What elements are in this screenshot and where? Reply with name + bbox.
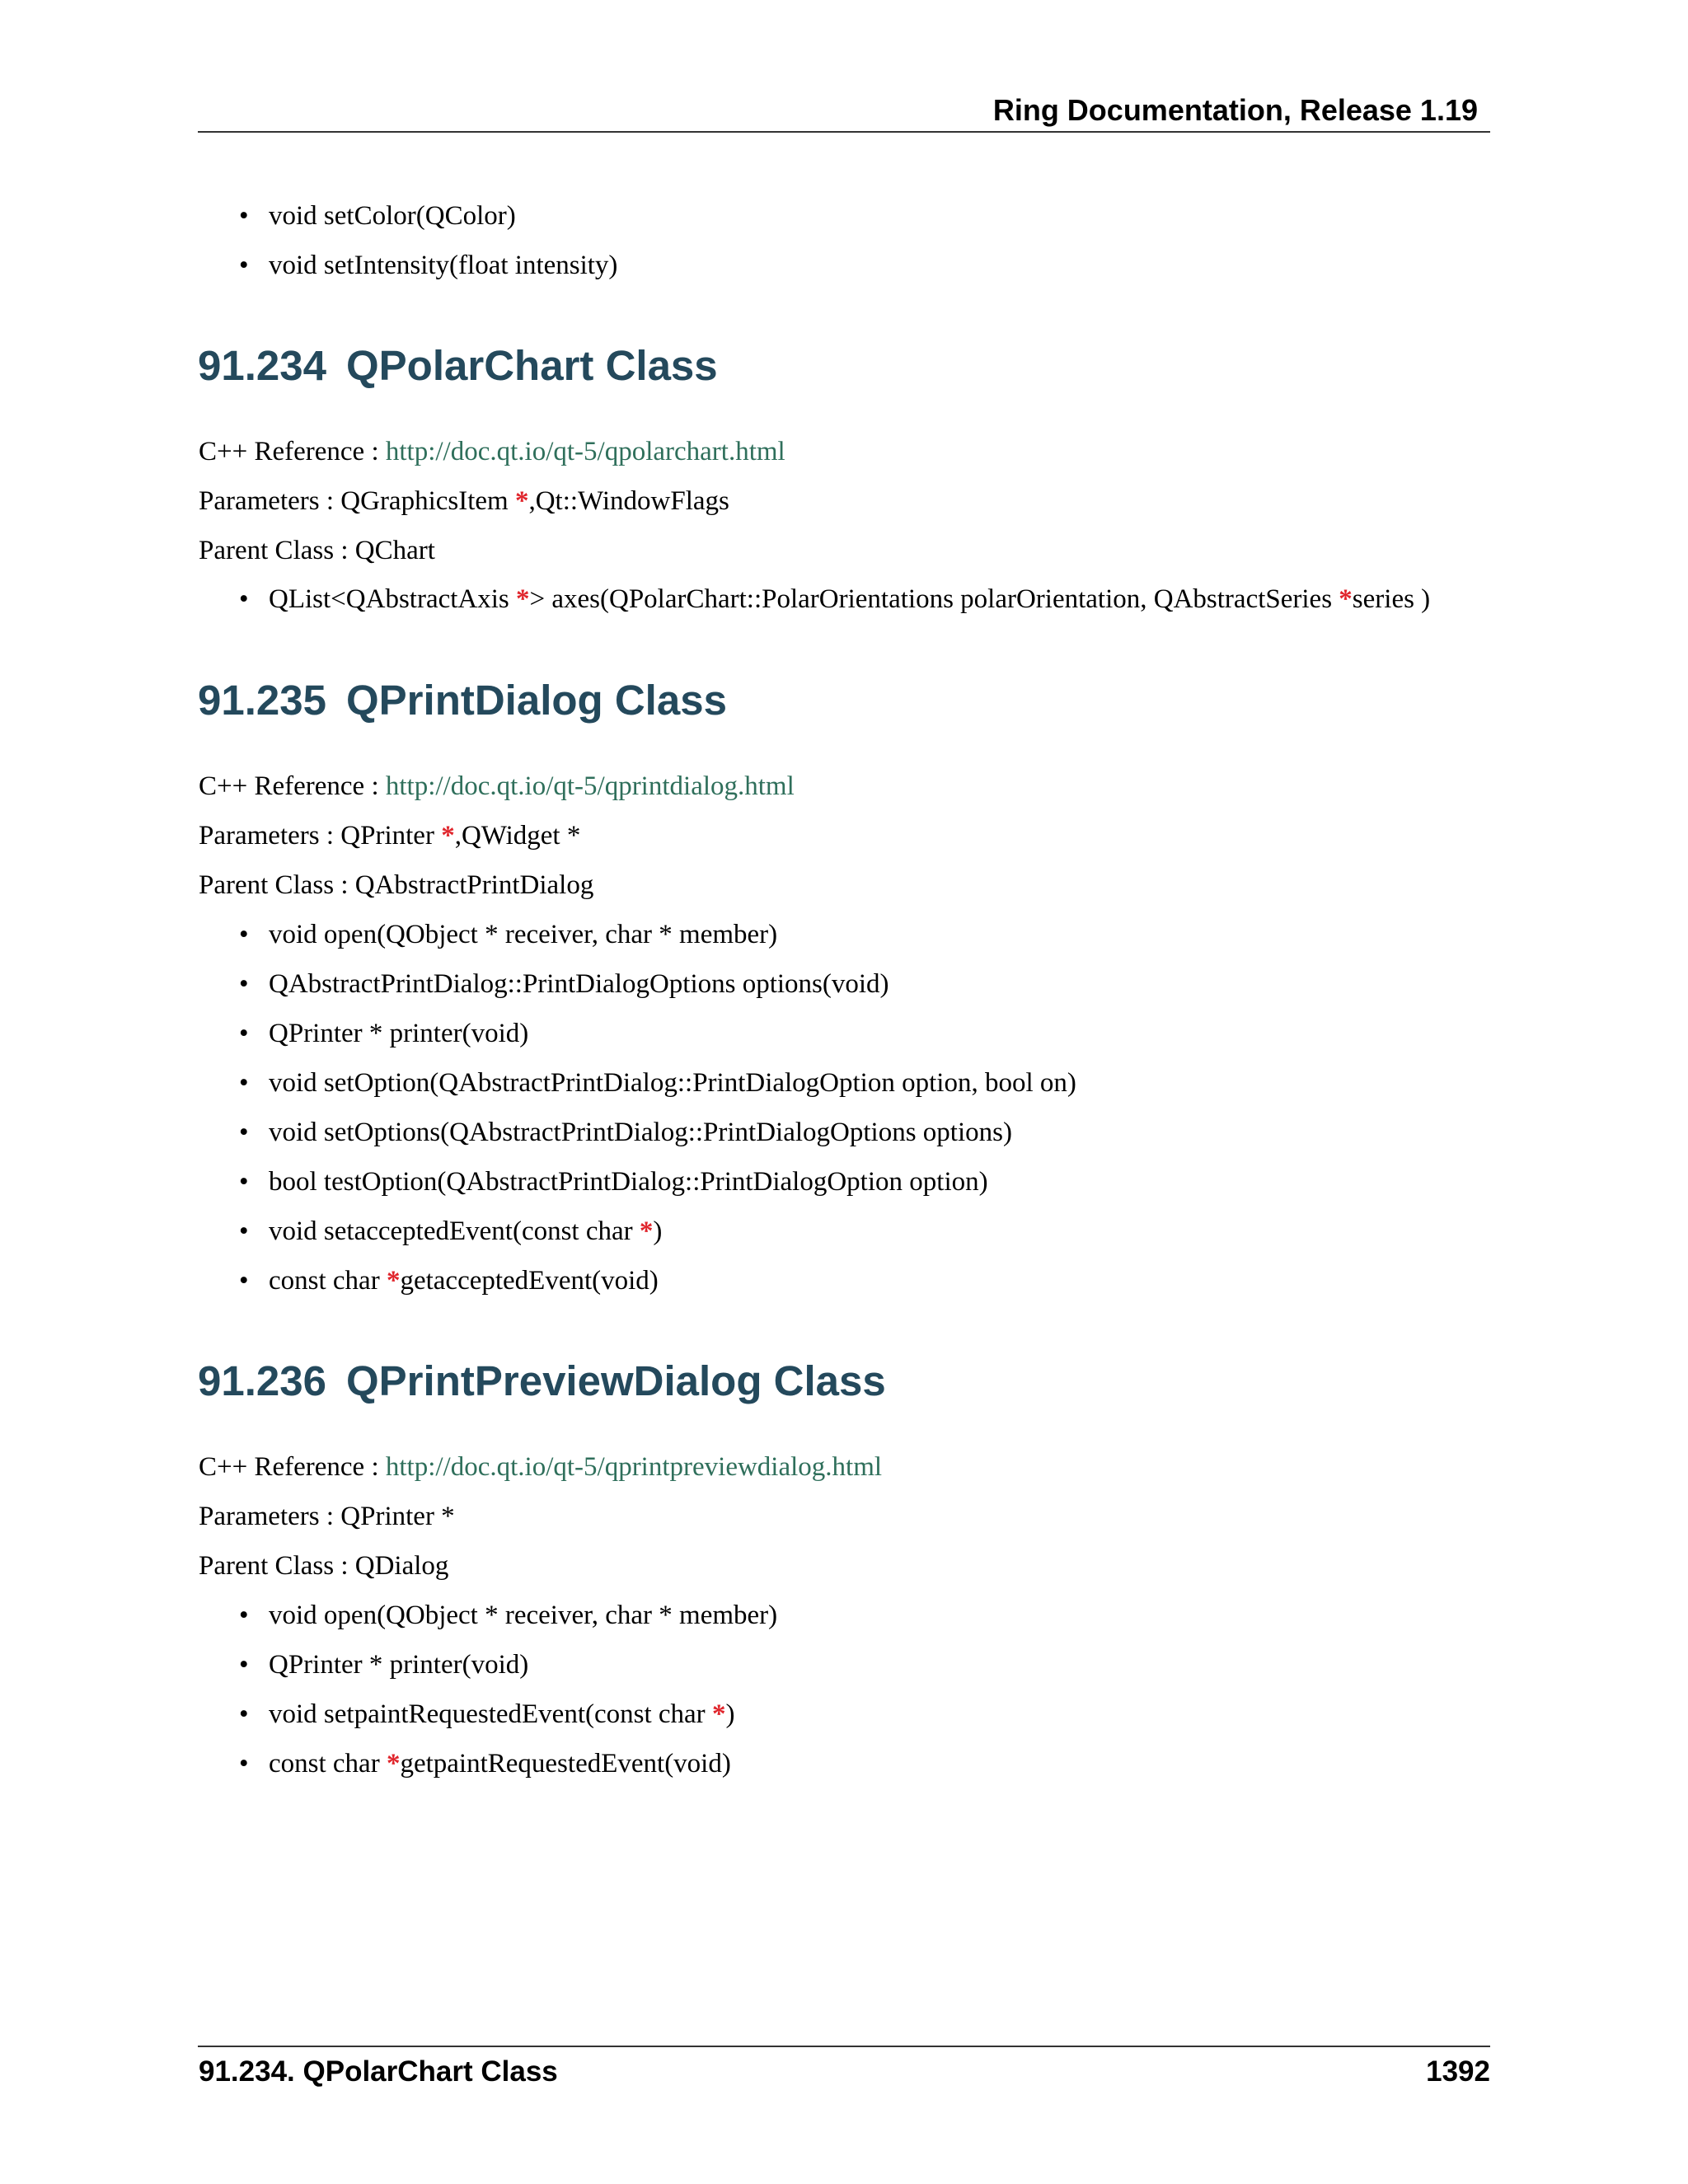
parameters-value xyxy=(340,486,729,516)
reference-link[interactable]: http://doc.qt.io/qt-5/qpolarchart.html xyxy=(385,437,785,466)
pointer-asterisk: * xyxy=(639,1216,654,1246)
parameters-label: Parameters : xyxy=(199,486,341,516)
running-header: Ring Documentation, Release 1.19 xyxy=(992,93,1478,127)
pointer-asterisk: * xyxy=(386,1266,401,1296)
reference-label: C++ Reference : xyxy=(199,771,386,801)
parent-class-label: Parent Class : xyxy=(199,870,355,900)
pointer-asterisk: * xyxy=(1339,584,1353,614)
method-item xyxy=(237,1065,1076,1114)
parent-class xyxy=(199,867,593,903)
text-segment: QGraphicsItem xyxy=(340,486,515,516)
section-number: 91.235 xyxy=(198,677,326,724)
cpp-reference xyxy=(199,434,785,470)
reference-label: C++ Reference : xyxy=(199,1452,386,1482)
pointer-asterisk: * xyxy=(386,1749,401,1779)
section-heading xyxy=(198,340,718,392)
method-list xyxy=(237,1597,777,1795)
parent-class-value: QAbstractPrintDialog xyxy=(354,870,594,900)
parameters-label: Parameters : xyxy=(199,821,341,851)
section-title: QPolarChart Class xyxy=(346,342,718,389)
method-item xyxy=(237,1746,777,1795)
section-heading xyxy=(198,674,727,727)
parent-class xyxy=(199,532,435,569)
text-segment: QPrinter xyxy=(340,821,442,851)
text-segment: ) xyxy=(725,1699,735,1729)
method-item xyxy=(237,1213,1076,1263)
parent-class-value: QDialog xyxy=(354,1551,449,1581)
method-list xyxy=(237,581,1430,630)
text-segment: QList<QAbstractAxis xyxy=(269,584,516,614)
intro-method-list xyxy=(237,198,617,297)
text-segment: getpaintRequestedEvent(void) xyxy=(400,1749,731,1779)
pointer-asterisk: * xyxy=(514,486,529,516)
text-segment: void open(QObject * receiver, char * member) xyxy=(269,1601,778,1630)
text-segment: series ) xyxy=(1352,584,1431,614)
text-segment: QPrinter * xyxy=(340,1502,455,1531)
method-item xyxy=(237,1696,777,1746)
section-number: 91.236 xyxy=(198,1357,326,1404)
parameters-label: Parameters : xyxy=(199,1502,341,1531)
text-segment: ,QWidget * xyxy=(454,821,581,851)
text-segment: ) xyxy=(653,1216,663,1246)
text-segment: void setpaintRequestedEvent(const char xyxy=(269,1699,712,1729)
list-item: • void setIntensity(float intensity) xyxy=(237,247,617,297)
parameters xyxy=(199,818,580,854)
pointer-asterisk: * xyxy=(711,1699,726,1729)
text-segment: void setOption(QAbstractPrintDialog::PrintDialogOption option, bool on) xyxy=(269,1068,1076,1098)
list-item: • void setColor(QColor) xyxy=(237,198,617,247)
parameters-value xyxy=(340,821,580,851)
text-segment: QAbstractPrintDialog::PrintDialogOptions options(void) xyxy=(269,969,889,999)
section-number: 91.234 xyxy=(198,342,326,389)
method-list xyxy=(237,916,1076,1312)
parameters xyxy=(199,483,729,519)
cpp-reference xyxy=(199,768,795,804)
method-item xyxy=(237,1597,777,1647)
parameters xyxy=(199,1498,455,1535)
footer-section-title: 91.234. QPolarChart Class xyxy=(199,2055,558,2088)
footer-rule xyxy=(198,2046,1490,2047)
method-item xyxy=(237,966,1076,1015)
method-item xyxy=(237,581,1430,630)
parent-class-label: Parent Class : xyxy=(199,536,355,565)
text-segment: void open(QObject * receiver, char * member) xyxy=(269,920,778,949)
reference-label: C++ Reference : xyxy=(199,437,386,466)
text-segment: > axes(QPolarChart::PolarOrientations polarOrientation, QAbstractSeries xyxy=(529,584,1339,614)
text-segment: QPrinter * printer(void) xyxy=(269,1650,529,1680)
method-item xyxy=(237,1015,1076,1065)
text-segment: void setOptions(QAbstractPrintDialog::PrintDialogOptions options) xyxy=(269,1118,1012,1147)
method-item xyxy=(237,1164,1076,1213)
pointer-asterisk: * xyxy=(516,584,530,614)
text-segment: getacceptedEvent(void) xyxy=(400,1266,659,1296)
text-segment: QPrinter * printer(void) xyxy=(269,1019,529,1048)
section-title: QPrintPreviewDialog Class xyxy=(346,1357,886,1404)
method-item xyxy=(237,916,1076,966)
section-heading xyxy=(198,1355,886,1408)
method-item xyxy=(237,1263,1076,1312)
text-segment: const char xyxy=(269,1749,387,1779)
method-item xyxy=(237,1647,777,1696)
text-segment: const char xyxy=(269,1266,387,1296)
cpp-reference xyxy=(199,1449,882,1485)
method-item xyxy=(237,1114,1076,1164)
parent-class-value: QChart xyxy=(354,536,435,565)
parameters-value xyxy=(340,1502,454,1531)
section-title: QPrintDialog Class xyxy=(346,677,727,724)
header-rule xyxy=(198,131,1490,133)
text-segment: void setacceptedEvent(const char xyxy=(269,1216,640,1246)
pointer-asterisk: * xyxy=(441,821,455,851)
text-segment: bool testOption(QAbstractPrintDialog::PrintDialogOption option) xyxy=(269,1167,988,1197)
parent-class-label: Parent Class : xyxy=(199,1551,355,1581)
text-segment: ,Qt::WindowFlags xyxy=(528,486,729,516)
reference-link[interactable]: http://doc.qt.io/qt-5/qprintpreviewdialog.html xyxy=(385,1452,883,1482)
parent-class xyxy=(199,1548,448,1584)
reference-link[interactable]: http://doc.qt.io/qt-5/qprintdialog.html xyxy=(385,771,795,801)
page-number: 1392 xyxy=(1426,2055,1490,2088)
